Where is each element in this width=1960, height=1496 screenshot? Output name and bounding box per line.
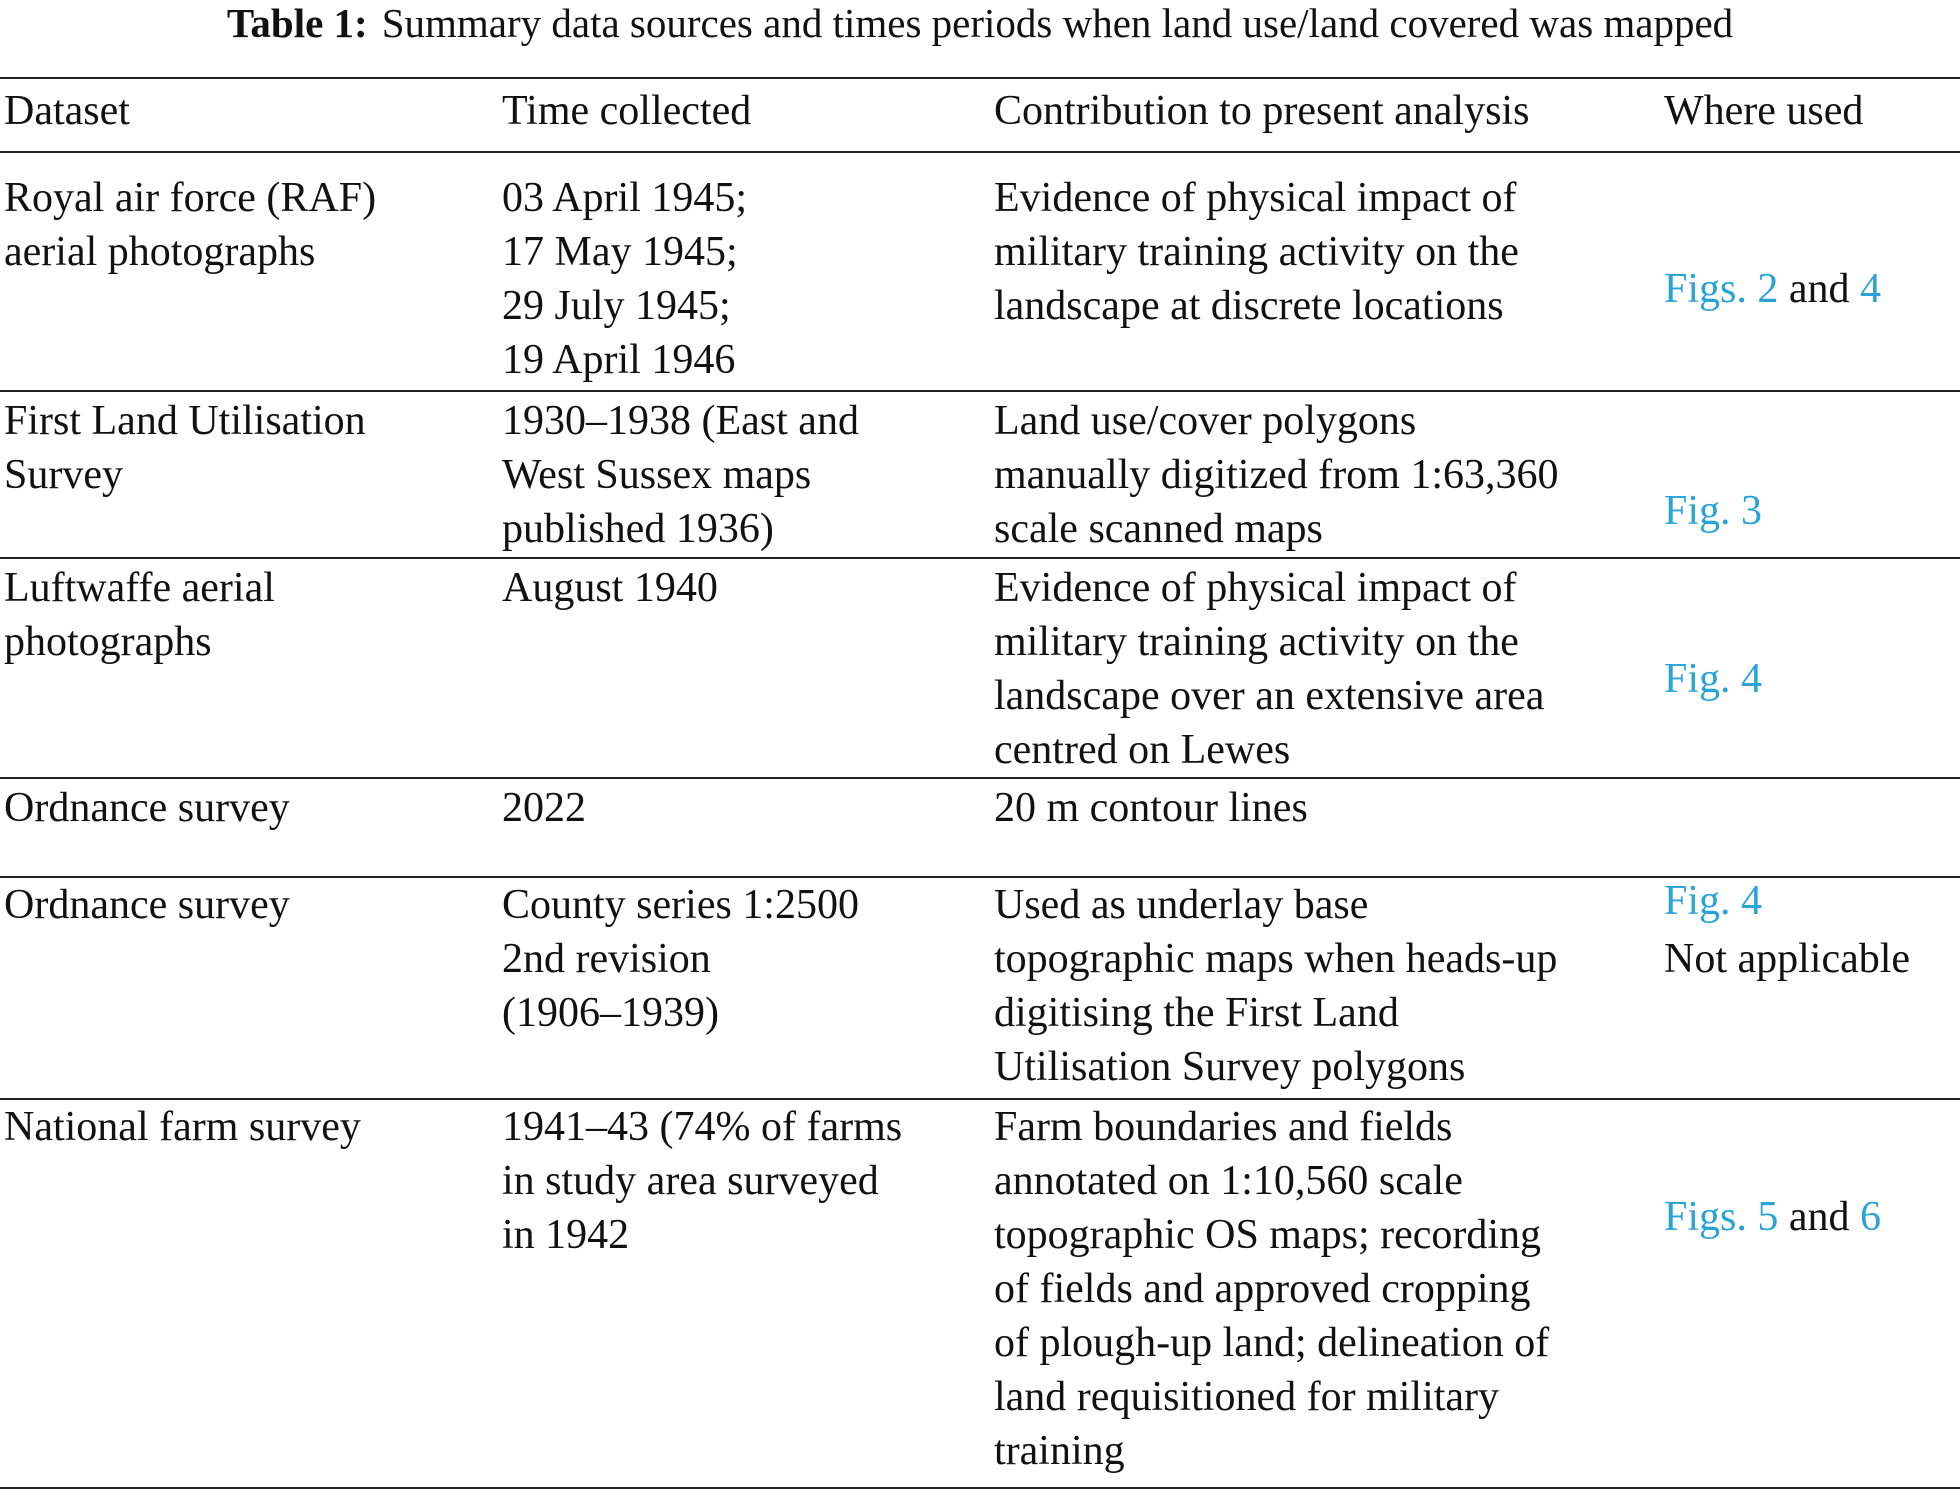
- figure-link[interactable]: 6: [1860, 1194, 1882, 1240]
- contribution-cell: Used as underlay base topographic maps when heads-up digitising the First Land Utilisation Survey polygons: [994, 882, 1558, 1090]
- row-rule: [0, 390, 1960, 392]
- header-where-used: Where used: [1664, 88, 1864, 134]
- dataset-cell: Luftwaffe aerial photographs: [4, 565, 275, 665]
- figure-link[interactable]: Fig. 4: [1664, 656, 1763, 702]
- contribution-cell: 20 m contour lines: [994, 785, 1308, 831]
- time-cell: 1930–1938 (East and West Sussex maps published 1936): [502, 398, 859, 552]
- contribution-cell: Evidence of physical impact of military training activity on the landscape over an extensive area centred on Lewes: [994, 565, 1545, 773]
- contribution-cell: Land use/cover polygons manually digitized from 1:63,360 scale scanned maps: [994, 398, 1559, 552]
- caption-text: Summary data sources and times periods when land use/land covered was mapped: [381, 0, 1734, 46]
- time-cell: 2022: [502, 785, 586, 831]
- header-time-collected: Time collected: [502, 88, 752, 134]
- time-cell: August 1940: [502, 565, 718, 611]
- figure-link[interactable]: Fig. 3: [1664, 488, 1763, 534]
- dataset-cell: Royal air force (RAF) aerial photographs: [4, 175, 377, 275]
- header-dataset: Dataset: [4, 88, 130, 134]
- row-rule: [0, 777, 1960, 779]
- header-contribution: Contribution to present analysis: [994, 88, 1530, 134]
- bottom-rule: [0, 1487, 1960, 1489]
- figure-link[interactable]: Fig. 4: [1664, 878, 1763, 924]
- where-used-joiner: and: [1778, 266, 1861, 312]
- dataset-cell: Ordnance survey: [4, 882, 290, 928]
- dataset-cell: National farm survey: [4, 1104, 361, 1150]
- contribution-cell: Farm boundaries and fields annotated on 1:10,560 scale topographic OS maps; recording of fields and approved cropping of plough-up land; delineation of land requisitioned for military training: [994, 1104, 1550, 1474]
- where-used-cell: [1664, 1136, 1881, 1244]
- dataset-cell: Ordnance survey: [4, 785, 290, 831]
- where-used-joiner: and: [1778, 1194, 1861, 1240]
- time-cell: 1941–43 (74% of farms in study area surveyed in 1942: [502, 1104, 903, 1258]
- header-rule: [0, 151, 1960, 153]
- dataset-cell: First Land Utilisation Survey: [4, 398, 366, 498]
- time-cell: 03 April 1945; 17 May 1945; 29 July 1945; 19 April 1946: [502, 175, 748, 383]
- figure-link[interactable]: Figs. 2: [1664, 266, 1779, 312]
- contribution-cell: Evidence of physical impact of military training activity on the landscape at discrete locations: [994, 175, 1519, 329]
- time-cell: County series 1:2500 2nd revision (1906–1939): [502, 882, 859, 1036]
- where-used-text: Not applicable: [1664, 936, 1911, 982]
- where-used-cell: [1664, 430, 1762, 538]
- top-rule: [0, 77, 1960, 79]
- figure-link[interactable]: 4: [1860, 266, 1882, 312]
- figure-link[interactable]: Figs. 5: [1664, 1194, 1779, 1240]
- row-rule: [0, 557, 1960, 559]
- where-used-cell: [1664, 598, 1762, 706]
- where-used-cell: [1664, 878, 1910, 986]
- table-caption: [0, 0, 1960, 46]
- table-label: Table 1:: [226, 0, 368, 46]
- where-used-cell: [1664, 208, 1881, 316]
